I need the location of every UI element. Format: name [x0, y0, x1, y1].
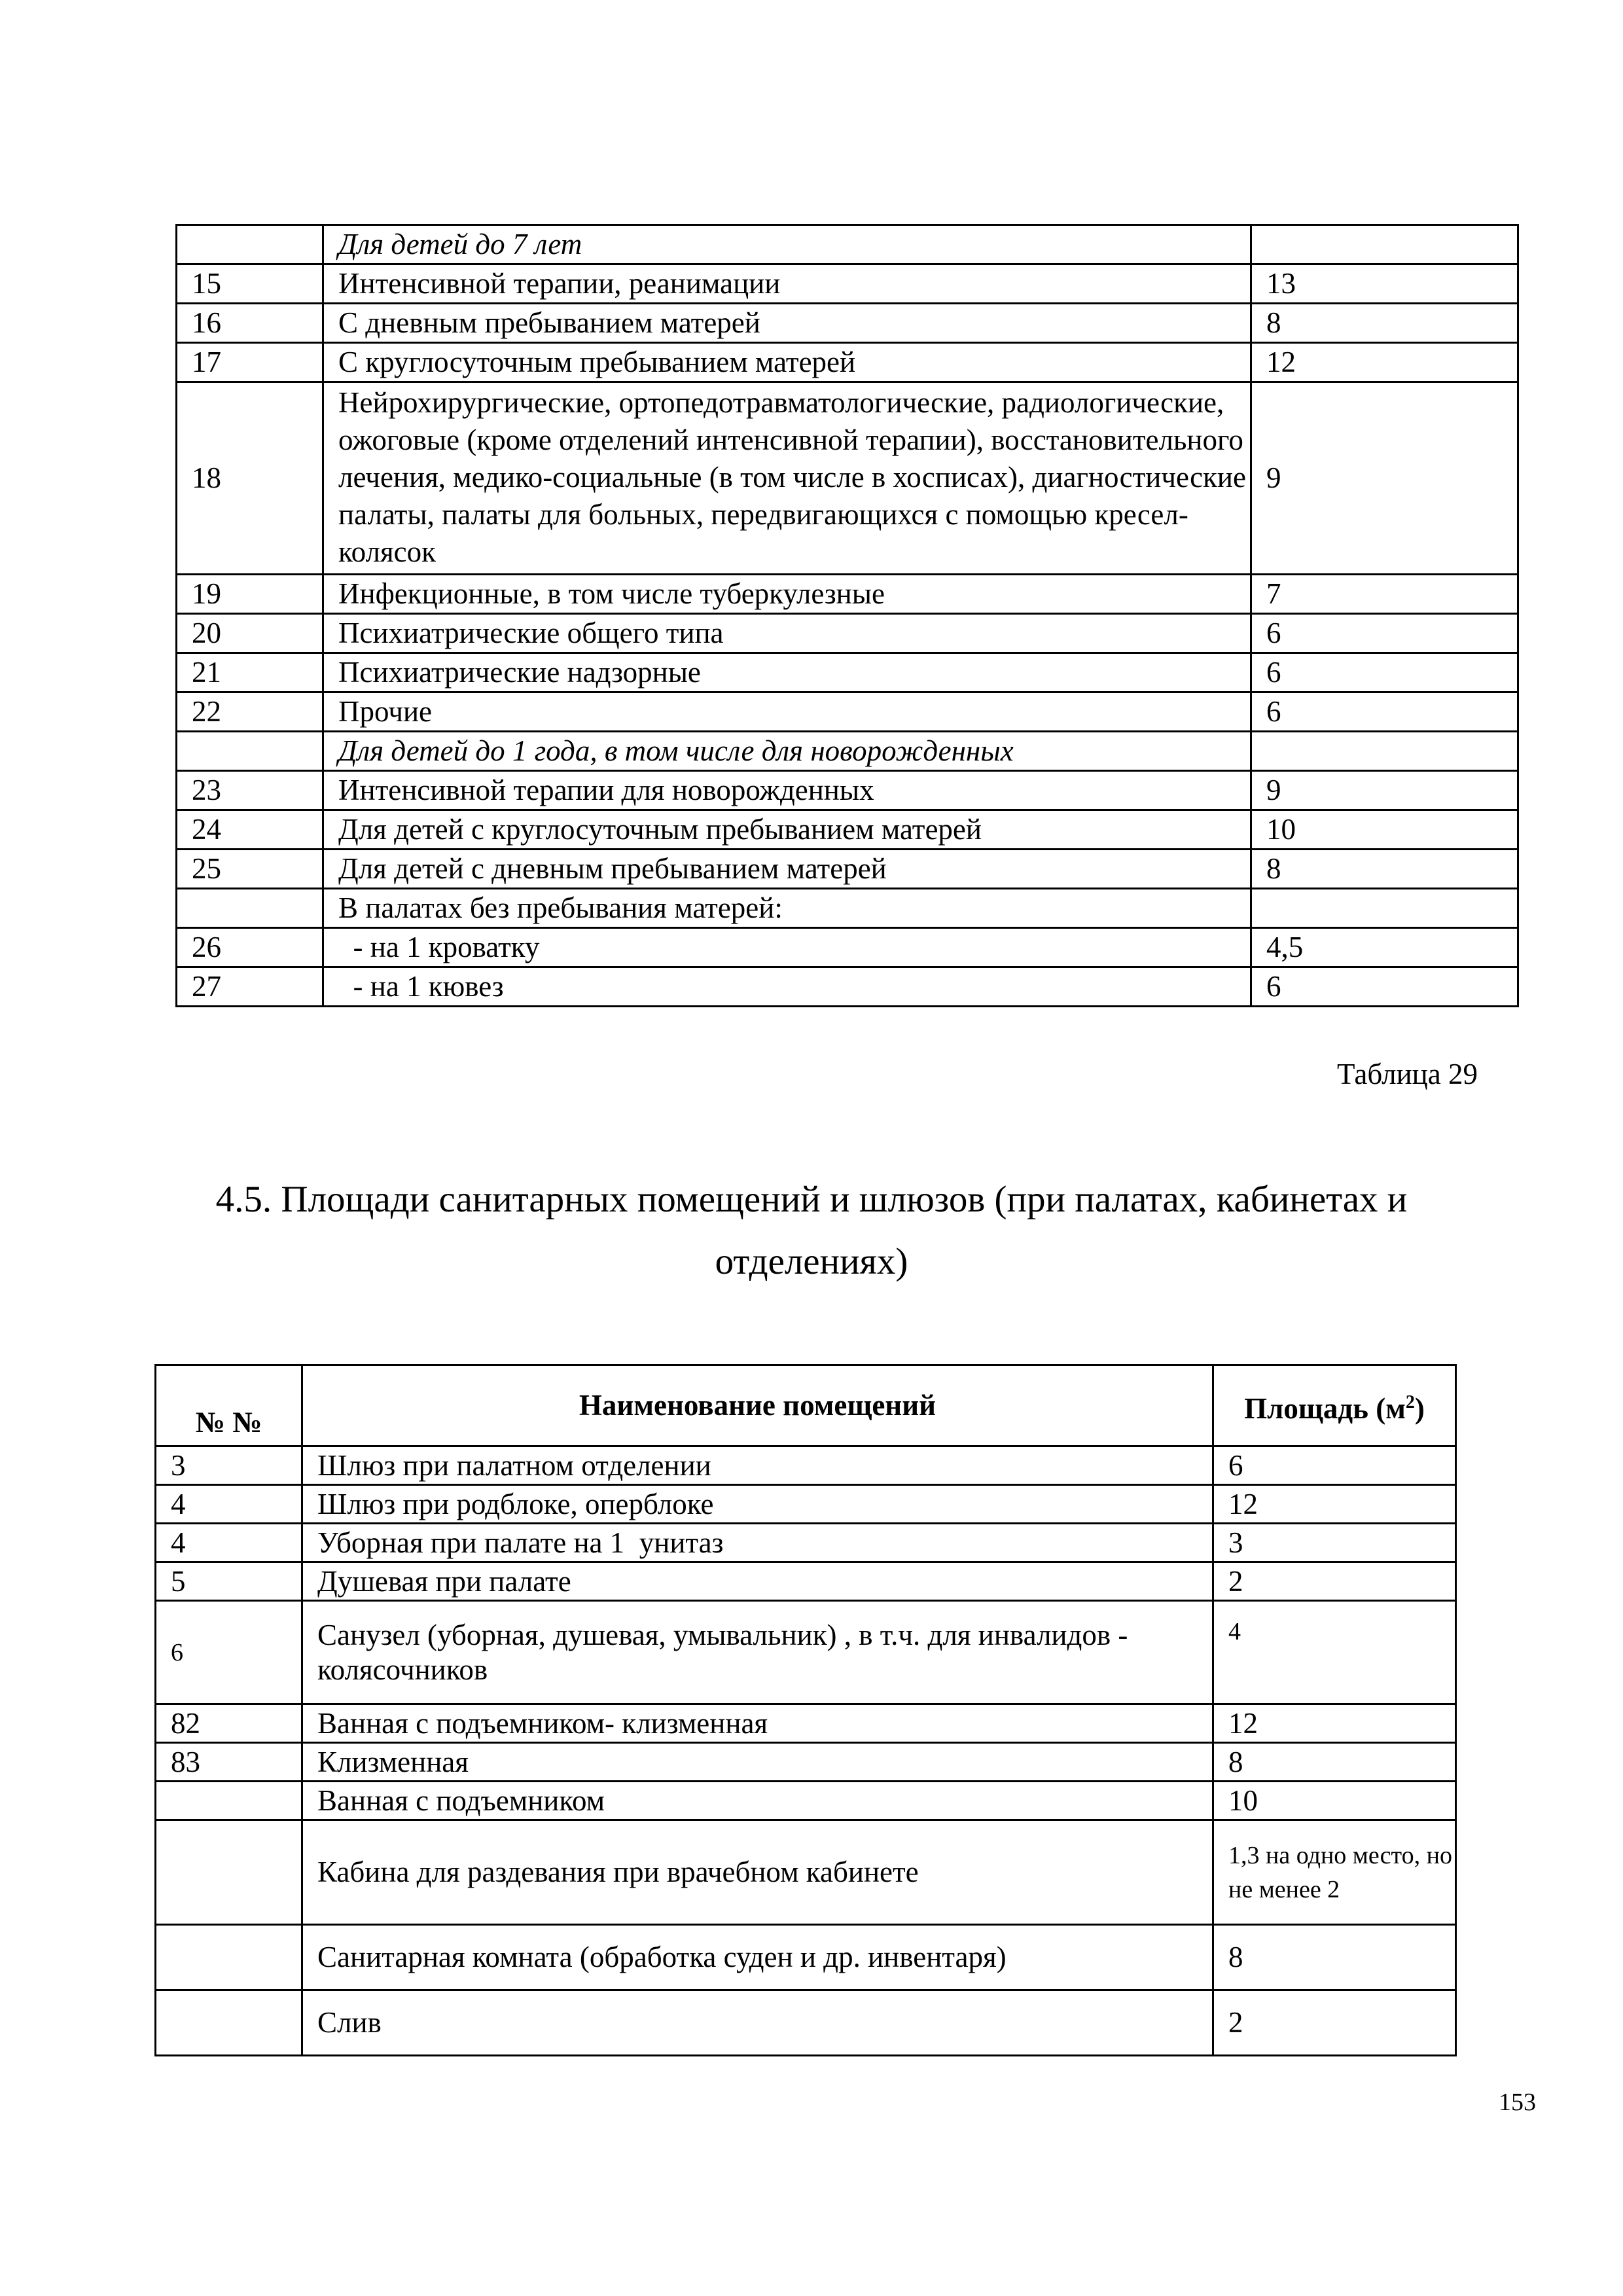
row-name: Инфекционные, в том числе туберкулезные [323, 575, 1251, 614]
row-name: - на 1 кроватку [323, 928, 1251, 967]
page-number: 153 [1499, 2089, 1536, 2116]
row-name: Шлюз при палатном отделении [302, 1446, 1213, 1485]
row-number: 18 [177, 382, 323, 575]
row-value: 4,5 [1251, 928, 1518, 967]
table-row [177, 928, 1518, 967]
table-row [177, 343, 1518, 382]
table-row [156, 1524, 1456, 1562]
row-name: Ванная с подъемником [302, 1782, 1213, 1820]
row-value: 8 [1251, 304, 1518, 343]
row-name: Ванная с подъемником- клизменная [302, 1704, 1213, 1743]
row-number: 21 [177, 653, 323, 692]
table-row [156, 1743, 1456, 1782]
row-value: 2 [1213, 1990, 1456, 2056]
row-value: 7 [1251, 575, 1518, 614]
row-category: Для детей до 1 года, в том числе для новорожденных [323, 732, 1251, 771]
row-name: Кабина для раздевания при врачебном кабинете [302, 1820, 1213, 1925]
table-header-row [156, 1365, 1456, 1446]
table-row [177, 810, 1518, 850]
table-row [156, 1485, 1456, 1524]
row-value: 13 [1251, 264, 1518, 304]
row-number [156, 1782, 302, 1820]
table-row [177, 692, 1518, 732]
row-value: 8 [1213, 1925, 1456, 1990]
ward-area-table [175, 224, 1519, 1007]
table-row [177, 382, 1518, 575]
table-row [177, 967, 1518, 1007]
row-value: 8 [1251, 850, 1518, 889]
row-name: Санузел (уборная, душевая, умывальник) , в т.ч. для инвалидов - колясочников [302, 1601, 1213, 1704]
sanitary-area-table [154, 1364, 1457, 2056]
row-name: С круглосуточным пребыванием матерей [323, 343, 1251, 382]
row-category: Для детей до 7 лет [323, 225, 1251, 264]
row-number [177, 225, 323, 264]
row-name: Интенсивной терапии, реанимации [323, 264, 1251, 304]
row-value: 9 [1251, 771, 1518, 810]
row-name: Психиатрические надзорные [323, 653, 1251, 692]
row-value: 6 [1213, 1446, 1456, 1485]
row-number: 22 [177, 692, 323, 732]
table-row [177, 614, 1518, 653]
table-row [156, 1990, 1456, 2056]
row-name: Клизменная [302, 1743, 1213, 1782]
header-area-superscript: 2 [1405, 1392, 1415, 1412]
row-number: 15 [177, 264, 323, 304]
row-number: 83 [156, 1743, 302, 1782]
row-name: Психиатрические общего типа [323, 614, 1251, 653]
row-name: Нейрохирургические, ортопедотравматологические, радиологические, ожоговые (кроме отделений интенсивной терапии), восстановительного лечения, медико-социальные (в том числе в хосписах), диагностические палаты, палаты для больных, передвигающихся с помощью кресел-колясок [323, 382, 1251, 575]
header-name: Наименование помещений [302, 1365, 1213, 1446]
row-number: 24 [177, 810, 323, 850]
row-value: 4 [1213, 1601, 1456, 1704]
row-value: 3 [1213, 1524, 1456, 1562]
row-name: - на 1 кювез [323, 967, 1251, 1007]
row-name: Душевая при палате [302, 1562, 1213, 1601]
row-number [156, 1925, 302, 1990]
row-value [1251, 889, 1518, 928]
row-value: 8 [1213, 1743, 1456, 1782]
row-value: 10 [1251, 810, 1518, 850]
row-number: 27 [177, 967, 323, 1007]
row-number: 3 [156, 1446, 302, 1485]
table-row [156, 1925, 1456, 1990]
row-number: 19 [177, 575, 323, 614]
row-number: 25 [177, 850, 323, 889]
row-number [156, 1990, 302, 2056]
header-area-close: ) [1414, 1392, 1425, 1425]
table-row [156, 1562, 1456, 1601]
row-number: 26 [177, 928, 323, 967]
header-area-label: Площадь (м [1244, 1392, 1406, 1425]
table-row [177, 264, 1518, 304]
table-row [177, 225, 1518, 264]
table-row [156, 1601, 1456, 1704]
table-row [177, 771, 1518, 810]
table-row [156, 1820, 1456, 1925]
row-number: 23 [177, 771, 323, 810]
section-title: 4.5. Площади санитарных помещений и шлюзов (при палатах, кабинетах и отделениях) [215, 1179, 1408, 1282]
row-value: 12 [1213, 1704, 1456, 1743]
row-value: 6 [1251, 967, 1518, 1007]
table-caption: Таблица 29 [1337, 1058, 1478, 1090]
row-number: 6 [156, 1601, 302, 1704]
row-value: 10 [1213, 1782, 1456, 1820]
row-value: 6 [1251, 653, 1518, 692]
table-row [156, 1446, 1456, 1485]
row-value [1251, 225, 1518, 264]
row-name: Прочие [323, 692, 1251, 732]
row-name: Слив [302, 1990, 1213, 2056]
row-number: 20 [177, 614, 323, 653]
table-row [177, 304, 1518, 343]
row-value [1251, 732, 1518, 771]
row-value: 12 [1213, 1485, 1456, 1524]
row-number: 4 [156, 1524, 302, 1562]
row-name: Интенсивной терапии для новорожденных [323, 771, 1251, 810]
row-name: В палатах без пребывания матерей: [323, 889, 1251, 928]
table-row [156, 1782, 1456, 1820]
header-area [1213, 1365, 1456, 1446]
row-name: С дневным пребыванием матерей [323, 304, 1251, 343]
row-name: Санитарная комната (обработка суден и др. инвентаря) [302, 1925, 1213, 1990]
row-number [156, 1820, 302, 1925]
row-number: 82 [156, 1704, 302, 1743]
row-number: 17 [177, 343, 323, 382]
row-number: 4 [156, 1485, 302, 1524]
row-value: 9 [1251, 382, 1518, 575]
table-row [177, 732, 1518, 771]
row-value: 12 [1251, 343, 1518, 382]
row-number [177, 889, 323, 928]
row-name: Для детей с дневным пребыванием матерей [323, 850, 1251, 889]
header-number: № № [156, 1365, 302, 1446]
row-value: 6 [1251, 692, 1518, 732]
table-row [156, 1704, 1456, 1743]
row-value: 6 [1251, 614, 1518, 653]
table-row [177, 850, 1518, 889]
row-value: 1,3 на одно место, но не менее 2 [1213, 1820, 1456, 1925]
row-value: 2 [1213, 1562, 1456, 1601]
table-row [177, 575, 1518, 614]
row-name: Для детей с круглосуточным пребыванием матерей [323, 810, 1251, 850]
row-name: Уборная при палате на 1 унитаз [302, 1524, 1213, 1562]
row-number: 16 [177, 304, 323, 343]
row-number [177, 732, 323, 771]
row-number: 5 [156, 1562, 302, 1601]
table-row [177, 653, 1518, 692]
row-name: Шлюз при родблоке, оперблоке [302, 1485, 1213, 1524]
table-row [177, 889, 1518, 928]
